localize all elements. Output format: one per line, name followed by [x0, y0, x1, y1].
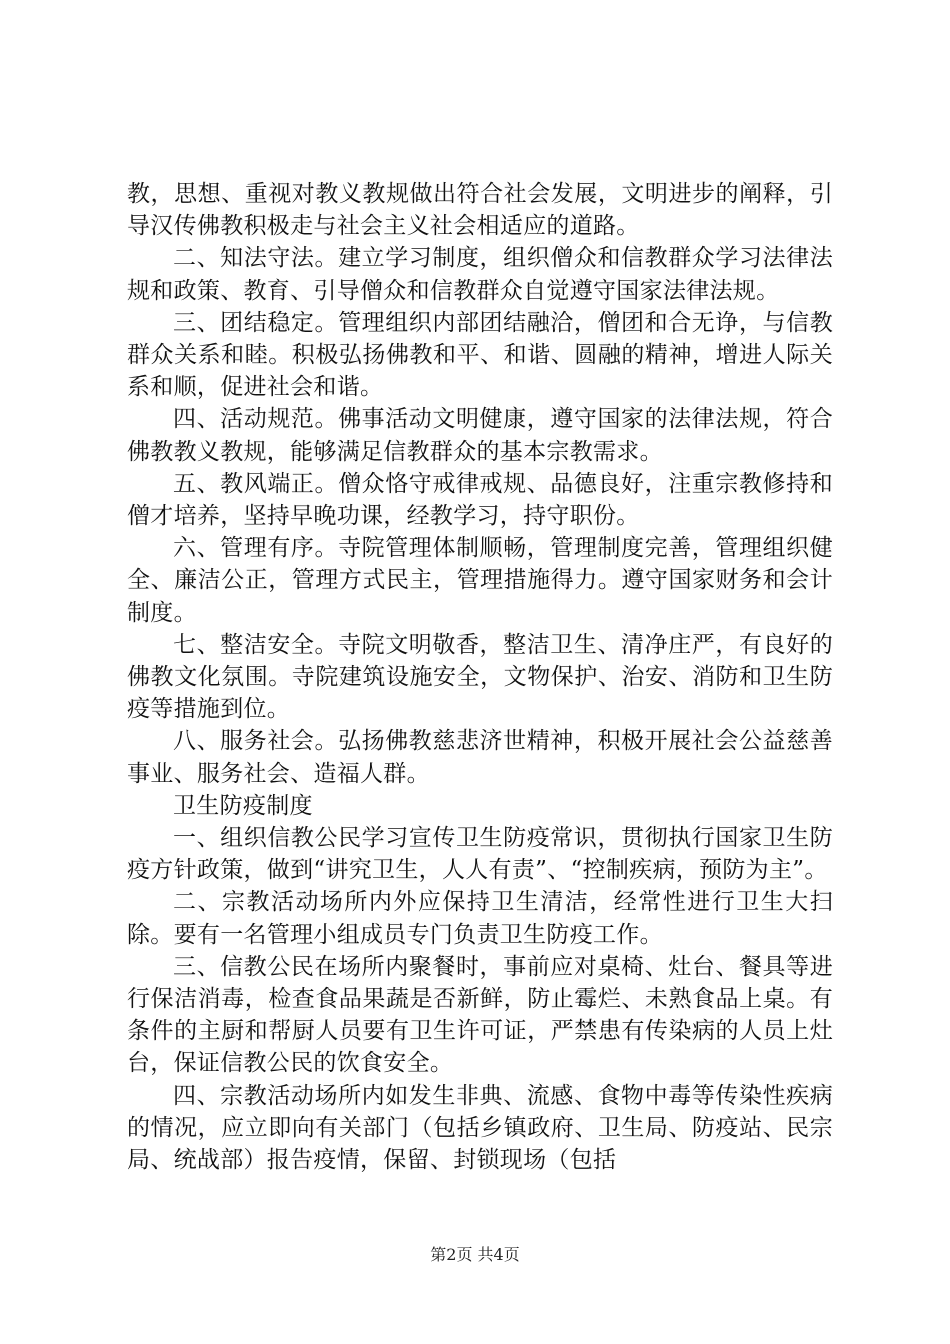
- paragraph-hygiene-3: 三、信教公民在场所内聚餐时，事前应对桌椅、灶台、餐具等进行保洁消毒，检查食品果蔬是否新鲜，防止霉烂、未熟食品上桌。有条件的主厨和帮厨人员要有卫生许可证，严禁患有传染病的人员上灶台，保证信教公民的饮食安全。: [127, 953, 833, 1077]
- paragraph-continued: 教，思想、重视对教义教规做出符合社会发展，文明进步的阐释，引导汉传佛教积极走与社会主义社会相适应的道路。: [127, 181, 833, 240]
- paragraph-unity: 三、团结稳定。管理组织内部团结融洽，僧团和合无诤，与信教群众关系和睦。积极弘扬佛教和平、和谐、圆融的精神，增进人际关系和顺，促进社会和谐。: [127, 309, 833, 401]
- paragraph-management: 六、管理有序。寺院管理体制顺畅，管理制度完善，管理组织健全、廉洁公正，管理方式民主，管理措施得力。遵守国家财务和会计制度。: [127, 535, 833, 626]
- paragraph-safety: 七、整洁安全。寺院文明敬香，整洁卫生、清净庄严，有良好的佛教文化氛围。寺院建筑设施安全，文物保护、治安、消防和卫生防疫等措施到位。: [127, 631, 833, 723]
- paragraph-activity: 四、活动规范。佛事活动文明健康，遵守国家的法律法规，符合佛教教义教规，能够满足信教群众的基本宗教需求。: [127, 406, 833, 465]
- document-body: [127, 178, 833, 1176]
- section-heading: 卫生防疫制度: [173, 792, 313, 819]
- paragraph-law: 二、知法守法。建立学习制度，组织僧众和信教群众学习法律法规和政策、教育、引导僧众和信教群众自觉遵守国家法律法规。: [127, 245, 833, 304]
- paragraph-hygiene-1: 一、组织信教公民学习宣传卫生防疫常识，贯彻执行国家卫生防疫方针政策，做到“讲究卫生，人人有责”、“控制疾病，预防为主”。: [127, 825, 833, 884]
- paragraph-hygiene-4: 四、宗教活动场所内如发生非典、流感、食物中毒等传染性疾病的情况，应立即向有关部门（包括乡镇政府、卫生局、防疫站、民宗局、统战部）报告疫情，保留、封锁现场（包括: [127, 1082, 833, 1174]
- page-footer: 第2页 共4页: [430, 1245, 520, 1264]
- paragraph-hygiene-2: 二、宗教活动场所内外应保持卫生清洁，经常性进行卫生大扫除。要有一名管理小组成员专门负责卫生防疫工作。: [127, 889, 833, 948]
- paragraph-conduct: 五、教风端正。僧众恪守戒律戒规、品德良好，注重宗教修持和僧才培养，坚持早晚功课，经教学习，持守职份。: [127, 470, 833, 530]
- paragraph-service: 八、服务社会。弘扬佛教慈悲济世精神，积极开展社会公益慈善事业、服务社会、造福人群。: [127, 728, 833, 787]
